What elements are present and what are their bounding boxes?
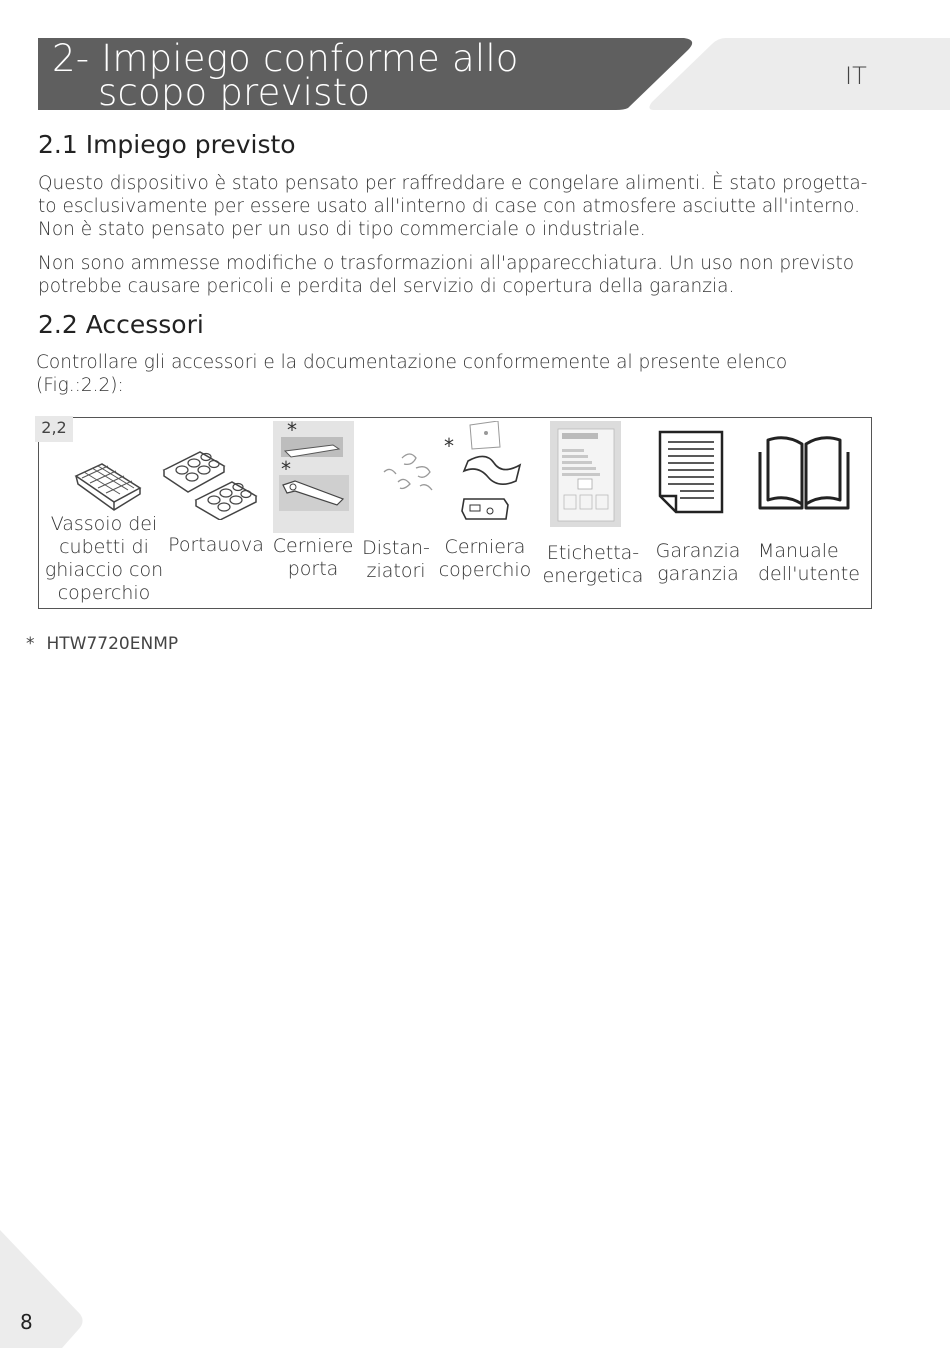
text-line: Non è stato pensato per un uso di tipo commerciale o industriale. bbox=[38, 219, 646, 240]
energy-label-icon bbox=[550, 421, 621, 527]
label-line: Distan- bbox=[362, 537, 430, 559]
footnote-model: HTW7720ENMP bbox=[46, 634, 179, 654]
page-number: 8 bbox=[20, 1310, 33, 1334]
text-line: (Fig.:2.2): bbox=[36, 375, 124, 396]
paragraph-intended-use-1 bbox=[38, 172, 867, 241]
text-line: Questo dispositivo è stato pensato per raffreddare e congelare alimenti. È stato progetta- bbox=[38, 173, 868, 194]
paragraph-intended-use-2 bbox=[38, 252, 854, 298]
accessory-label-spacers bbox=[358, 537, 434, 583]
label-line: cubetti di bbox=[59, 536, 149, 558]
section-header-banner bbox=[38, 37, 694, 114]
paragraph-accessories bbox=[36, 351, 872, 397]
accessory-label-egg-tray bbox=[166, 534, 266, 557]
label-line: Cerniere bbox=[272, 535, 354, 557]
page-title-line-2: scopo previsto bbox=[98, 71, 371, 114]
text-line: Non sono ammesse modifiche o trasformazioni all'apparecchiatura. Un uso non previsto bbox=[38, 253, 855, 274]
label-line: ziatori bbox=[366, 560, 426, 582]
section-heading-accessories: 2.2 Accessori bbox=[38, 310, 204, 339]
asterisk-marker: * bbox=[444, 434, 454, 458]
text-line: to esclusivamente per essere usato all'interno di case con atmosfere asciutte all'interno. bbox=[38, 196, 860, 217]
label-line: Manuale bbox=[758, 540, 839, 562]
asterisk-marker: * bbox=[287, 418, 297, 442]
label-line: coperchio bbox=[57, 582, 151, 604]
text-line: potrebbe causare pericoli e perdita del servizio di copertura della garanzia. bbox=[38, 276, 735, 297]
accessory-label-user-manual bbox=[758, 540, 862, 586]
label-line: Vassoio dei bbox=[50, 513, 158, 535]
label-line: coperchio bbox=[438, 559, 532, 581]
egg-tray-icon bbox=[160, 448, 260, 520]
user-manual-icon bbox=[756, 432, 852, 512]
accessory-label-door-hinges bbox=[270, 535, 356, 581]
accessory-label-warranty bbox=[652, 540, 744, 586]
cover-hinge-icon bbox=[458, 421, 522, 525]
figure-label: 2,2 bbox=[35, 416, 73, 442]
label-line: Portauova bbox=[168, 534, 264, 556]
page-corner-tab bbox=[0, 1230, 90, 1348]
accessory-label-cover-hinge bbox=[436, 536, 534, 582]
label-line: Garanzia bbox=[655, 540, 741, 562]
text-line: Controllare gli accessori e la documentazione conformemente al presente elenco bbox=[36, 352, 788, 373]
spacer-icon bbox=[376, 448, 438, 496]
footnote-marker: * bbox=[26, 634, 35, 654]
accessory-label-ice-tray bbox=[42, 513, 166, 605]
ice-tray-icon bbox=[72, 462, 144, 514]
warranty-document-icon bbox=[658, 430, 726, 514]
label-line: Etichetta- bbox=[546, 542, 640, 564]
language-label: IT bbox=[845, 62, 867, 90]
language-tab bbox=[646, 38, 950, 110]
label-line: garanzia bbox=[657, 563, 739, 585]
page-title-line-1: 2- Impiego conforme allo bbox=[52, 37, 519, 80]
label-line: Cerniera bbox=[444, 536, 526, 558]
accessory-label-energy-label bbox=[540, 542, 646, 588]
page-title bbox=[52, 37, 519, 114]
label-line: porta bbox=[287, 558, 339, 580]
asterisk-marker: * bbox=[281, 457, 291, 481]
label-line: energetica bbox=[542, 565, 644, 587]
label-line: ghiaccio con bbox=[44, 559, 164, 581]
label-line: dell'utente bbox=[758, 563, 860, 585]
section-heading-intended-use: 2.1 Impiego previsto bbox=[38, 130, 296, 159]
footnote bbox=[26, 634, 178, 654]
